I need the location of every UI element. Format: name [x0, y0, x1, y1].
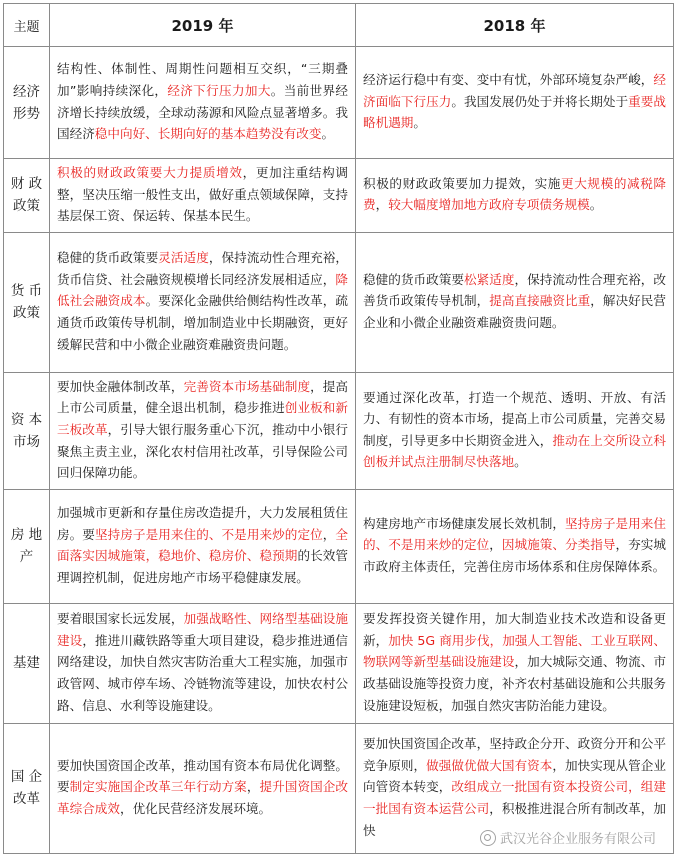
- row-topic: [4, 723, 50, 853]
- highlighted-text: 重要战略机遇期: [363, 93, 667, 131]
- highlighted-text: 经济下行压力加大: [167, 82, 271, 98]
- body-text: ，保持流动性合理充裕，改善货币政策传导机制，: [363, 271, 667, 309]
- highlighted-text: 完善资本市场基础制度: [183, 378, 311, 394]
- topic-line: 房 地: [10, 527, 43, 544]
- highlighted-text: 松紧适度: [464, 271, 515, 287]
- body-text: 。: [514, 454, 527, 470]
- cell-2018: [356, 372, 674, 489]
- header-row: [4, 4, 674, 47]
- body-text: ，更加注重结构调整，坚决压缩一般性支出，做好重点领域保障，支持基层保工资、保运转、保基本民生。: [57, 165, 349, 224]
- header-topic: 主题: [4, 4, 50, 47]
- body-text: ，提高上市公司质量，健全退出机制，稳步推进: [57, 378, 349, 416]
- row-topic: [4, 159, 50, 233]
- body-text: 要加快金融体制改革，: [57, 378, 184, 394]
- highlighted-text: 做强做优做大国有资本: [426, 757, 553, 773]
- topic-line: 经济: [13, 83, 40, 100]
- table-row: [4, 159, 674, 233]
- body-text: ，解决好民营企业和小微企业融资难融资贵问题。: [363, 293, 667, 331]
- table-row: [4, 232, 674, 372]
- topic-line: 基建: [13, 655, 40, 672]
- topic-line: 国 企: [10, 769, 43, 786]
- body-text: ，夯实城市政府主体责任，完善住房市场体系和住房保障体系。: [363, 537, 667, 575]
- row-topic: [4, 489, 50, 603]
- topic-line: 改革: [13, 791, 40, 808]
- body-text: 要着眼国家长远发展，: [57, 611, 184, 627]
- highlighted-text: 全面落实因城施策，稳地价、稳房价、稳预期: [57, 526, 349, 564]
- body-text: 积极的财政政策要加力提效，实施: [363, 175, 562, 191]
- body-text: 稳健的货币政策要: [363, 271, 465, 287]
- cell-2019: [50, 489, 356, 603]
- table-row: [4, 372, 674, 489]
- row-topic: [4, 603, 50, 723]
- highlighted-text: 坚持房子是用来住的、不是用来炒的定位: [363, 515, 667, 553]
- row-topic: [4, 47, 50, 159]
- body-text: ，保持流动性合理充裕，货币信贷、社会融资规模增长同经济发展相适应，: [57, 250, 349, 287]
- highlighted-text: 灵活适度: [158, 250, 209, 266]
- topic-line: 产: [19, 549, 34, 566]
- cell-2019: [50, 723, 356, 853]
- topic-line: 形势: [13, 105, 40, 122]
- body-text: ，加大城际交通、物流、市政基础设施等投资力度，补齐农村基础设施和公共服务设施建设短板，加强自然灾害防治能力建设。: [363, 654, 667, 713]
- body-text: 。我国发展仍处于并将长期处于: [451, 93, 629, 109]
- body-text: ，优化民营经济发展环境。: [119, 801, 272, 817]
- cell-2018: [356, 489, 674, 603]
- body-text: 要加快国资国企改革，推动国有资本布局优化调整。要: [57, 757, 348, 795]
- topic-line: 政策: [13, 198, 40, 215]
- body-text: 。要深化金融供给侧结构性改革，疏通货币政策传导机制，增加制造业中长期融资，更好缓解民营和中小微企业融资难融资贵问题。: [57, 293, 349, 352]
- highlighted-text: 加快 5G 商用步伐，加强人工智能、工业互联网、物联网等新型基础设施建设: [363, 632, 666, 670]
- highlighted-text: 更大规模的减税降费: [363, 175, 667, 213]
- body-text: 要加快国资国企改革，坚持政企分开、政资分开和公平竞争原则，: [363, 736, 666, 773]
- highlighted-text: 因城施策、分类指导: [501, 537, 616, 553]
- body-text: 结构性、体制性、周期性问题相互交织，“三期叠加”影响持续深化，: [57, 61, 348, 98]
- highlighted-text: 降低社会融资成本: [57, 271, 348, 309]
- highlighted-text: 较大幅度增加地方政府专项债务规模: [388, 197, 590, 213]
- cell-2019: [50, 159, 356, 233]
- body-text: ，推进川藏铁路等重大项目建设，稳步推进通信网络建设，加快自然灾害防治重大工程实施，加强市政管网、城市停车场、冷链物流等建设，加快农村公路、信息、水利等设施建设。: [57, 632, 349, 713]
- header-2019: 2019 年: [50, 4, 356, 47]
- topic-line: 政策: [13, 305, 40, 322]
- highlighted-text: 经济面临下行压力: [363, 72, 666, 109]
- body-text: 。: [413, 115, 426, 131]
- body-text: 。: [589, 197, 603, 213]
- row-topic: [4, 372, 50, 489]
- cell-2018: [356, 47, 674, 159]
- highlighted-text: 大力提质增效: [163, 165, 243, 180]
- highlighted-text: 稳中向好、长期向好的基本趋势没有改变: [94, 126, 322, 142]
- table-row: [4, 603, 674, 723]
- table-row: [4, 489, 674, 603]
- highlighted-text: 提高直接融资比重: [489, 293, 591, 309]
- topic-line: 资 本: [10, 411, 43, 428]
- table-row: [4, 47, 674, 159]
- body-text: 要发挥投资关键作用，加大制造业技术改造和设备更新，: [363, 611, 666, 648]
- body-text: 要通过深化改革，打造一个规范、透明、开放、有活力、有韧性的资本市场，提高上市公司质量，完善交易制度，引导更多中长期资金进入，: [363, 389, 666, 448]
- highlighted-text: 推动在上交所设立科创板并试点注册制尽快落地: [363, 432, 667, 470]
- policy-comparison-table: [3, 3, 674, 854]
- body-text: ，引导大银行服务重心下沉，推动中小银行聚焦主责主业，深化农村信用社改革，引导保险公司回归保障功能。: [57, 421, 349, 481]
- cell-2018: [356, 603, 674, 723]
- body-text: 加强城市更新和存量住房改造提升，大力发展租赁住房。要: [57, 505, 348, 542]
- highlighted-text: 改组成立一批国有资本投资公司，组建一批国有资本运营公司: [363, 779, 667, 817]
- cell-2019: [50, 603, 356, 723]
- body-text: 稳健的货币政策要: [57, 250, 159, 266]
- body-text: ，: [489, 537, 502, 553]
- body-text: ，积极推进混合所有制改革，加快: [363, 801, 667, 838]
- highlighted-text: 加强战略性、网络型基础设施建设: [57, 611, 349, 648]
- row-topic: [4, 232, 50, 372]
- highlighted-text: 提升国资国企改革综合成效: [57, 779, 349, 817]
- topic-line: 货 币: [10, 283, 43, 300]
- watermark: [480, 828, 656, 847]
- body-text: ，: [246, 779, 260, 795]
- highlighted-text: 积极的财政政策要: [57, 165, 164, 180]
- body-text: 。当前世界经济增长持续放缓，全球动荡源和风险点显著增多。我国经济: [57, 82, 349, 142]
- body-text: 的长效管理调控机制，促进房地产市场平稳健康发展。: [57, 548, 349, 585]
- cell-2019: [50, 47, 356, 159]
- highlighted-text: 坚持房子是用来住的、不是用来炒的定位: [94, 526, 323, 542]
- topic-line: 财 政: [10, 176, 43, 193]
- body-text: 经济运行稳中有变、变中有忧，外部环境复杂严峻，: [363, 72, 654, 88]
- body-text: ，加快实现从管企业向管资本转变，: [363, 757, 667, 795]
- highlighted-text: 创业板和新三板改革: [57, 400, 349, 437]
- cell-2018: [356, 159, 674, 233]
- header-2018: 2018 年: [356, 4, 674, 47]
- cell-2019: [50, 232, 356, 372]
- body-text: 。: [321, 126, 335, 142]
- topic-line: 市场: [13, 433, 40, 450]
- watermark-text: 武汉光谷企业服务有限公司: [499, 832, 656, 847]
- body-text: 构建房地产市场健康发展长效机制，: [363, 515, 566, 531]
- cell-2019: [50, 372, 356, 489]
- highlighted-text: 制定实施国企改革三年行动方案: [69, 779, 247, 795]
- cell-2018: [356, 232, 674, 372]
- wechat-logo-icon: [480, 830, 496, 846]
- body-text: ，: [375, 197, 389, 213]
- body-text: ，: [322, 526, 336, 542]
